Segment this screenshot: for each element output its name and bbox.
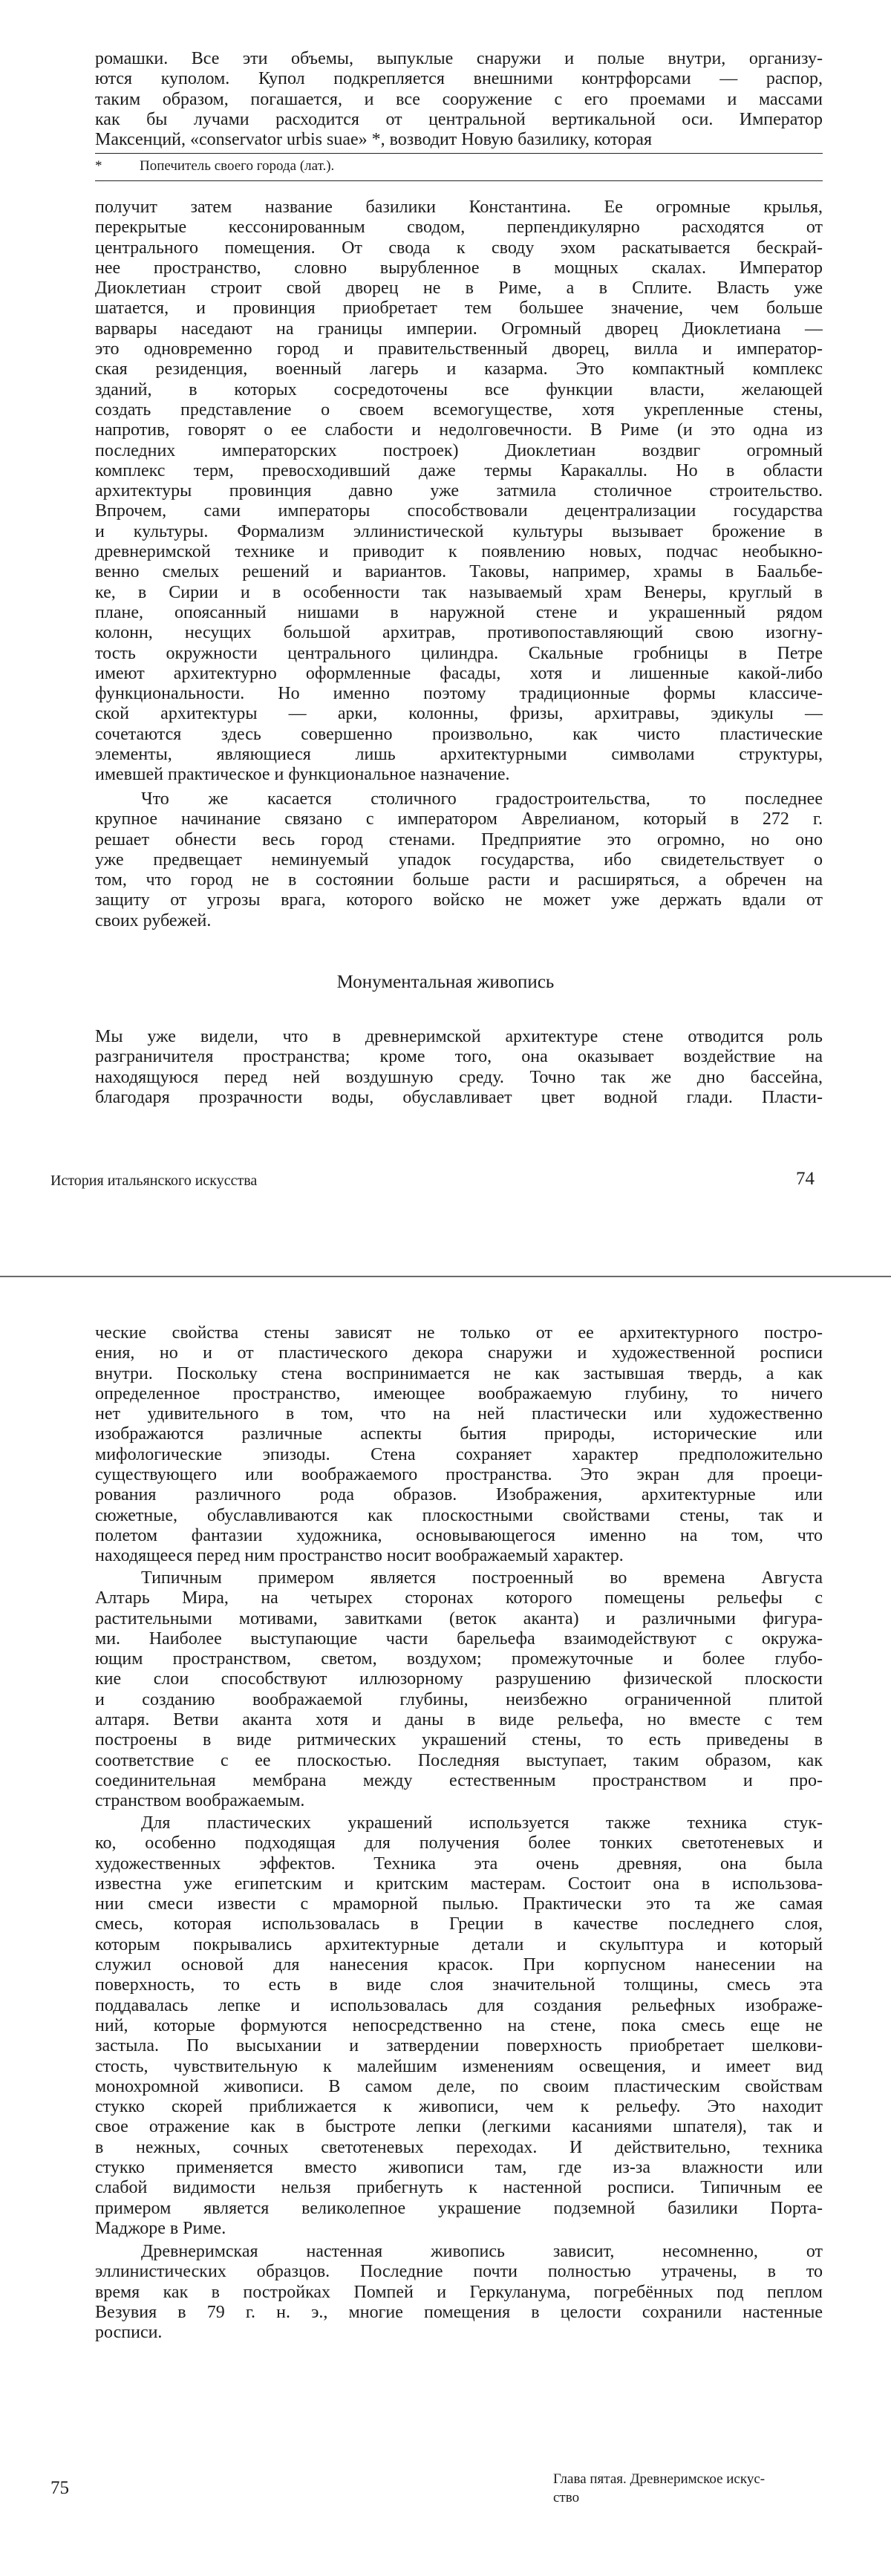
text-line: находящуюся перед ней воздушную среду. Точно так же дно бассейна, (95, 1067, 823, 1087)
page-number: 75 (50, 2478, 69, 2498)
footnote-text: Попечитель своего города (лат.). (140, 158, 335, 174)
text-line: центрального помещения. От свода к своду эхом раскатывается бескрай- (95, 238, 823, 258)
text-line: комплекс терм, превосходивший даже термы Каракаллы. Но в области (95, 460, 823, 480)
paragraph-ara-pacis (95, 1568, 823, 1812)
aurelian-paragraph (95, 789, 823, 931)
page-75 (0, 1283, 891, 2576)
text-line: имеют архитектурно оформленные фасады, хотя и лишенные какой-либо (95, 663, 823, 683)
running-title: История итальянского искусства (50, 1173, 258, 1189)
text-line: известна уже египетским и критским мастерам. Состоит она в использова- (95, 1874, 823, 1894)
text-line: перекрытые кессонированным сводом, перпендикулярно расходятся от (95, 218, 823, 238)
text-line: кие слои способствуют иллюзорному разрушению физической плоскости (95, 1669, 823, 1689)
text-line: нет удивительного в том, что на ней пластически или художественно (95, 1404, 823, 1424)
text-line: свое отражение как в быстроте лепки (легкими касаниями шпателя), так и (95, 2117, 823, 2137)
text-line: застыла. По высыхании и затвердении поверхность приобретает шелкови- (95, 2036, 823, 2056)
text-line: нии смеси извести с мраморной пылью. Практически это та же самая (95, 1894, 823, 1914)
paragraph-stucco (95, 1813, 823, 2239)
text-line: существующего или воображаемого пространства. Это экран для проеци- (95, 1465, 823, 1485)
text-line: поверхность, то есть в виде слоя значительной толщины, смесь эта (95, 1975, 823, 1995)
text-line: Мы уже видели, что в древнеримской архитектуре стене отводится роль (95, 1027, 823, 1046)
text-line: художественных эффектов. Техника эта очень древняя, она была (95, 1853, 823, 1874)
text-line: Максенций, «conservator urbis suae» *, возводит Новую базилику, которая (95, 130, 652, 150)
text-line: том, что город не в состоянии больше расти и расширяться, а обречен на (95, 870, 823, 890)
text-line: эллинистических образцов. Последние почти полностью утрачены, в то (95, 2262, 823, 2282)
text-line: Маджоре в Риме. (95, 2218, 226, 2238)
text-line: алтаря. Ветви аканта хотя и даны в виде рельефа, но вместе с тем (95, 1710, 823, 1730)
text-line: крупное начинание связано с императором Аврелианом, который в 272 г. (95, 809, 823, 829)
text-line: это одновременно город и правительственный дворец, вилла и император- (95, 339, 823, 359)
text-line: Что же касается столичного градостроительства, то последнее (141, 789, 823, 809)
text-line: сочетаются здесь совершенно произвольно, как чисто пластические (95, 724, 823, 744)
text-line: Древнеримская настенная живопись зависит, несомненно, от (141, 2242, 823, 2261)
text-line: ке, в Сирии и в особенности так называемый храм Венеры, круглый в (95, 582, 823, 602)
text-line: уже предвещает неминуемый упадок государства, ибо свидетельствует о (95, 850, 823, 870)
text-line: стость, чувствительную к малейшим изменениям освещения, и имеет вид (95, 2056, 823, 2076)
text-line: создать представление о своем всемогуществе, хотя укрепленные стены, (95, 400, 823, 420)
text-line: и культуры. Формализм эллинистической культуры вызывает брожение в (95, 521, 823, 541)
text-line: последних императорских построек) Диоклетиан воздвиг огромный (95, 440, 823, 460)
text-line: зданий, в которых сосредоточены все функции власти, желающей (95, 379, 823, 400)
text-line: соединительная мембрана между естественным пространством и про- (95, 1770, 823, 1790)
text-line: ми. Наиболее выступающие части барельефа взаимодействуют с окружа- (95, 1628, 823, 1649)
text-line: напротив, говорят о ее слабости и недолговечности. В Риме (и это одна из (95, 420, 823, 440)
text-line: в нежных, сочных светотеневых переходах. И действительно, техника (95, 2137, 823, 2157)
text-line: элементы, являющиеся лишь архитектурными символами структуры, (95, 745, 823, 765)
text-line: и созданию воображаемой глубины, неизбежно ограниченной плитой (95, 1689, 823, 1709)
text-line: стукко скорей приближается к живописи, чем к рельефу. Это находит (95, 2097, 823, 2117)
running-title-line: ство (553, 2490, 580, 2505)
text-line: ская резиденция, военный лагерь и казарма. Это компактный комплекс (95, 359, 823, 379)
text-line: растительными мотивами, завитками (веток аканта) и различными фигура- (95, 1608, 823, 1628)
text-line: мифологические эпизоды. Стена сохраняет характер предположительно (95, 1444, 823, 1464)
text-line: тость окружности центрального цилиндра. Скальные гробницы в Петре (95, 643, 823, 663)
text-line: Везувия в 79 г. н. э., многие помещения в целости сохранили настенные (95, 2302, 823, 2322)
text-line: ческие свойства стены зависят не только от ее архитектурного постро- (95, 1323, 823, 1343)
text-line: примером является великолепное украшение подземной базилики Порта- (95, 2198, 823, 2218)
text-line: странством воображаемым. (95, 1791, 305, 1811)
running-title-line: Глава пятая. Древнеримское искус- (553, 2471, 766, 2487)
text-line: ются куполом. Купол подкрепляется внешними контрфорсами — распор, (95, 69, 823, 89)
text-line: древнеримской технике и приводит к появлению новых, подчас необыкно- (95, 542, 823, 562)
footnote-rule (95, 153, 823, 154)
text-line: решает обнести весь город стенами. Предприятие это огромно, но оно (95, 829, 823, 850)
text-line: поддавалась лепке и использовалась для создания рельефных изображе- (95, 1995, 823, 2015)
text-line: находящееся перед ним пространство носит воображаемый характер. (95, 1546, 624, 1566)
text-line: Для пластических украшений используется также техника стук- (141, 1813, 823, 1833)
text-line: соответствие с ее плоскостью. Последняя выступает, таким образом, как (95, 1750, 823, 1770)
text-line: рования различного рода образов. Изображения, архитектурные или (95, 1485, 823, 1505)
text-line: функциональности. Но именно поэтому традиционные формы классиче- (95, 684, 823, 704)
text-line: Типичным примером является построенный во времена Августа (141, 1568, 823, 1588)
text-line: росписи. (95, 2323, 163, 2343)
text-line: построены в виде ритмических украшений стены, то есть приведены в (95, 1730, 823, 1750)
text-line: сюжетные, обуславливаются как плоскостными свойствами стены, так и (95, 1505, 823, 1525)
text-line: благодаря прозрачности воды, обуславливает цвет водной глади. Пласти- (95, 1087, 823, 1107)
paragraph-wall (95, 1323, 823, 1567)
text-line: определенное пространство, имеющее воображаемую глубину, то ничего (95, 1383, 823, 1403)
footnote (95, 156, 823, 176)
text-line: венно смелых решений и вариантов. Таковы, например, храмы в Баальбе- (95, 562, 823, 582)
text-line: ения, но и от пластического декора снаружи и художественной росписи (95, 1343, 823, 1363)
text-line: нее пространство, словно вырубленное в мощных скалах. Император (95, 258, 823, 278)
text-line: разграничителя пространства; кроме того, она оказывает воздействие на (95, 1047, 823, 1067)
text-line: ний, которые формуются непосредственно на стене, пока смесь еще не (95, 2015, 823, 2035)
text-line: Диоклетиан строит свой дворец не в Риме, а в Сплите. Власть уже (95, 278, 823, 299)
text-line: плане, опоясанный нишами в наружной стене и украшенный рядом (95, 602, 823, 622)
intro-text (95, 49, 823, 150)
text-line: ской архитектуры — арки, колонны, фризы, архитравы, эдикулы — (95, 704, 823, 724)
painting-paragraph (95, 1027, 823, 1108)
footnote-rule-bottom (95, 180, 823, 181)
main-paragraph (95, 198, 823, 786)
running-title (553, 2470, 765, 2507)
text-line: которым покрывались архитектурные детали и скульптура и который (95, 1934, 823, 1954)
text-line: получит затем название базилики Константина. Ее огромные крылья, (95, 198, 823, 217)
text-line: как бы лучами расходится от центральной вертикальной оси. Император (95, 109, 823, 129)
text-line: полетом фантазии художника, основывающегося именно на том, что (95, 1525, 823, 1545)
paragraph-wall-painting (95, 2242, 823, 2343)
text-line: внутри. Поскольку стена воспринимается не как застывшая твердь, а как (95, 1363, 823, 1383)
text-line: своих рубежей. (95, 910, 212, 930)
section-heading: Монументальная живопись (336, 972, 555, 992)
text-line: ко, особенно подходящая для получения более тонких светотеневых и (95, 1833, 823, 1853)
text-line: монохромной живописи. В самом деле, по своим пластическим свойствам (95, 2076, 823, 2096)
text-line: стукко применяется вместо живописи там, где из-за влажности или (95, 2158, 823, 2178)
page-number: 74 (796, 1169, 815, 1189)
page-74 (0, 0, 891, 1281)
text-line: Алтарь Мира, на четырех сторонах которого помещены рельефы с (95, 1588, 823, 1608)
text-line: изображаются различные аспекты бытия природы, исторические или (95, 1424, 823, 1444)
text-line: таким образом, погашается, и все сооружение с его проемами и массами (95, 89, 823, 109)
text-line: имевшей практическое и функциональное назначение. (95, 765, 510, 785)
text-line: служил основой для нанесения красок. При корпусном нанесении на (95, 1955, 823, 1975)
text-line: колонн, несущих большой архитрав, противопоставляющий свою изогну- (95, 623, 823, 643)
text-line: смесь, которая использовалась в Греции в качестве последнего слоя, (95, 1914, 823, 1934)
text-line: шатается, и провинция приобретает тем большее значение, чем больше (95, 299, 823, 319)
text-line: Впрочем, сами императоры способствовали децентрализации государства (95, 501, 823, 521)
text-line: слабой видимости нельзя прибегнуть к настенной росписи. Типичным ее (95, 2178, 823, 2198)
text-line: архитектуры провинция давно уже затмила столичное строительство. (95, 481, 823, 501)
text-line: время как в постройках Помпей и Геркуланума, погребённых под пеплом (95, 2282, 823, 2302)
footnote-mark: * (95, 158, 102, 174)
text-line: ромашки. Все эти объемы, выпуклые снаружи и полые внутри, организу- (95, 49, 823, 68)
text-line: варвары наседают на границы империи. Огромный дворец Диоклетиана — (95, 319, 823, 339)
text-line: защиту от угрозы врага, которого войско не может уже держать вдали от (95, 890, 823, 910)
text-line: ющим пространством, светом, воздухом; промежуточные и более глубо- (95, 1649, 823, 1669)
